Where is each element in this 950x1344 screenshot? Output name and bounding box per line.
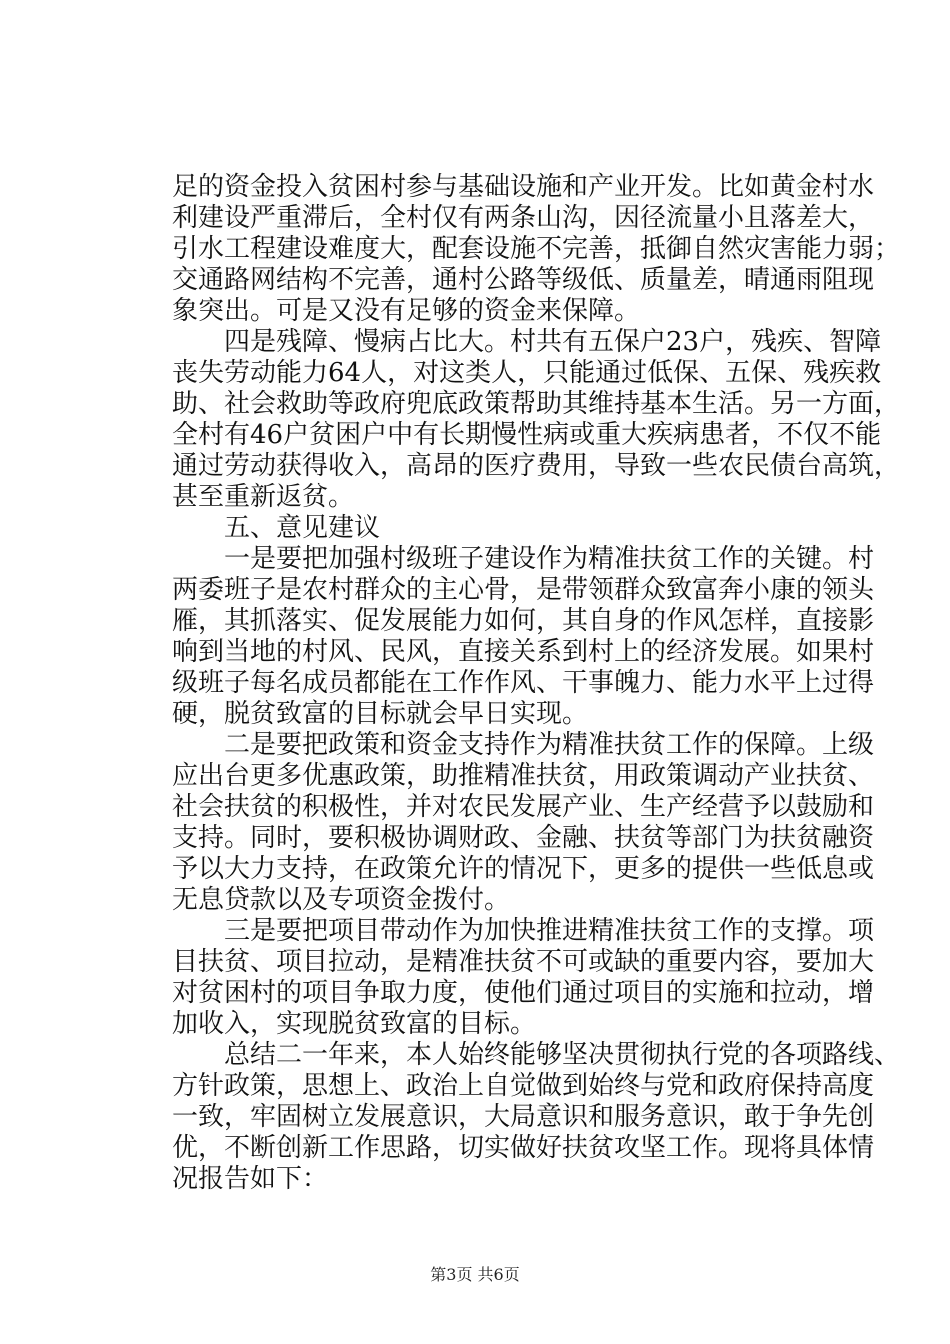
text-line: 足的资金投入贫困村参与基础设施和产业开发。比如黄金村水 (172, 172, 875, 202)
text-line: 两委班子是农村群众的主心骨，是带领群众致富奔小康的领头 (172, 575, 875, 605)
text-line: 方针政策，思想上、政治上自觉做到始终与党和政府保持高度 (172, 1071, 875, 1101)
text-line: 三是要把项目带动作为加快推进精准扶贫工作的支撑。项 (224, 916, 875, 946)
text-line: 予以大力支持，在政策允许的情况下，更多的提供一些低息或 (172, 854, 875, 884)
text-line: 社会扶贫的积极性，并对农民发展产业、生产经营予以鼓励和 (172, 792, 875, 822)
text-line: 硬，脱贫致富的目标就会早日实现。 (172, 699, 589, 729)
text-line: 全村有46户贫困户中有长期慢性病或重大疾病患者，不仅不能 (172, 420, 882, 450)
text-line: 象突出。可是又没有足够的资金来保障。 (172, 296, 641, 326)
text-line: 引水工程建设难度大，配套设施不完善，抵御自然灾害能力弱； (172, 234, 901, 264)
text-line: 甚至重新返贫。 (172, 482, 355, 512)
text-line: 交通路网结构不完善，通村公路等级低、质量差，晴通雨阻现 (172, 265, 875, 295)
text-line: 利建设严重滞后，全村仅有两条山沟，因径流量小且落差大， (172, 203, 875, 233)
text-line: 总结二一年来，本人始终能够坚决贯彻执行党的各项路线、 (224, 1040, 901, 1070)
text-line: 一致，牢固树立发展意识，大局意识和服务意识，敢于争先创 (172, 1102, 875, 1132)
text-line: 二是要把政策和资金支持作为精准扶贫工作的保障。上级 (224, 730, 875, 760)
text-line: 响到当地的村风、民风，直接关系到村上的经济发展。如果村 (172, 637, 875, 667)
text-line: 况报告如下： (172, 1164, 329, 1194)
text-line: 加收入，实现脱贫致富的目标。 (172, 1009, 537, 1039)
text-line: 对贫困村的项目争取力度，使他们通过项目的实施和拉动，增 (172, 978, 875, 1008)
text-line: 支持。同时，要积极协调财政、金融、扶贫等部门为扶贫融资 (172, 823, 875, 853)
text-line: 优，不断创新工作思路，切实做好扶贫攻坚工作。现将具体情 (172, 1133, 875, 1163)
page-footer: 第3页 共6页 (430, 1265, 520, 1284)
text-line: 雁，其抓落实、促发展能力如何，其自身的作风怎样，直接影 (172, 606, 875, 636)
text-line: 丧失劳动能力64人，对这类人，只能通过低保、五保、残疾救 (172, 358, 882, 388)
document-body (172, 172, 901, 1195)
text-line: 四是残障、慢病占比大。村共有五保户23户，残疾、智障 (224, 327, 882, 357)
text-line: 级班子每名成员都能在工作作风、干事魄力、能力水平上过得 (172, 668, 875, 698)
text-line: 通过劳动获得收入，高昂的医疗费用，导致一些农民债台高筑， (172, 451, 901, 481)
text-line: 无息贷款以及专项资金拨付。 (172, 885, 511, 915)
text-line: 五、意见建议 (224, 513, 381, 543)
text-line: 助、社会救助等政府兜底政策帮助其维持基本生活。另一方面， (172, 389, 901, 419)
text-line: 应出台更多优惠政策，助推精准扶贫，用政策调动产业扶贫、 (172, 761, 875, 791)
text-line: 目扶贫、项目拉动，是精准扶贫不可或缺的重要内容，要加大 (172, 947, 875, 977)
text-line: 一是要把加强村级班子建设作为精准扶贫工作的关键。村 (224, 544, 875, 574)
